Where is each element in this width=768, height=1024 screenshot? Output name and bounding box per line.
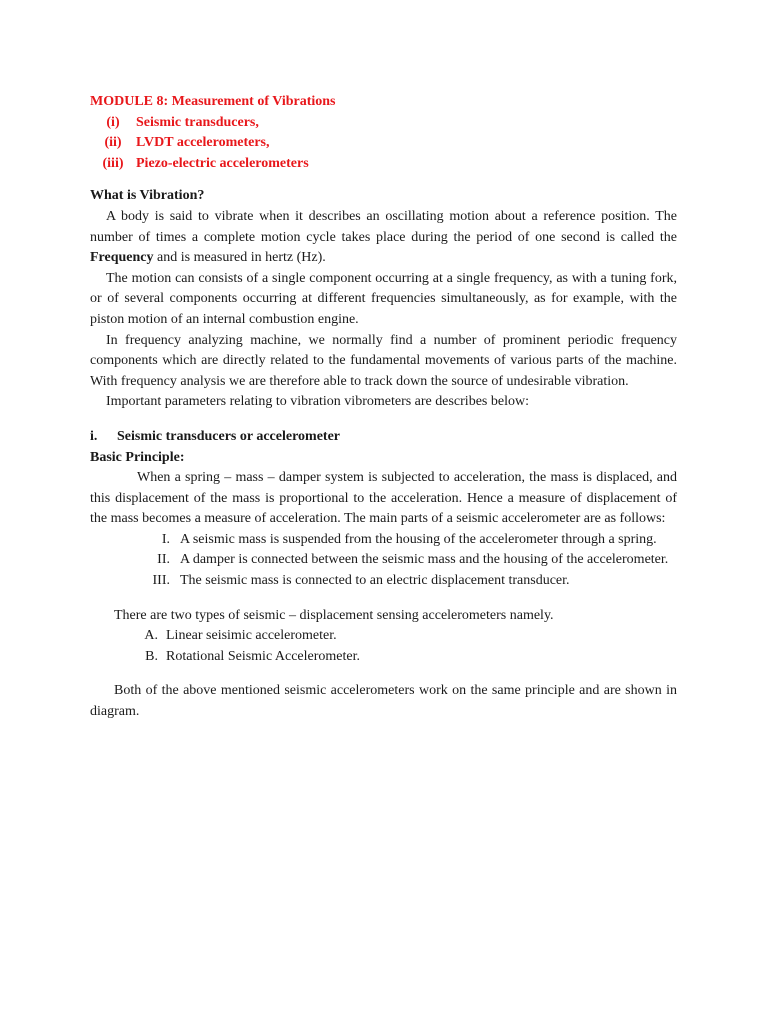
frequency-term: Frequency [90, 250, 154, 266]
list-item-number: III. [152, 573, 170, 589]
paragraph-text: and is measured in hertz (Hz). [153, 250, 326, 266]
module-topic-number: (iii) [102, 155, 124, 171]
paragraph-text: A body is said to vibrate when it describes an oscillating motion about a reference position. The number of times a complete motion cycle takes place during the period of one second is called the [90, 208, 677, 245]
list-item [90, 550, 677, 571]
spacer [90, 592, 677, 606]
module-topic-item [90, 113, 677, 134]
list-item-number: I. [161, 531, 170, 547]
list-item-text: Rotational Seismic Accelerometer. [166, 648, 360, 664]
accelerometer-parts-list [90, 530, 677, 592]
module-topic-number: (ii) [104, 135, 122, 151]
section-heading-seismic [90, 427, 677, 448]
page-content [90, 92, 677, 723]
list-item-number: A. [144, 628, 158, 644]
list-item-text: The seismic mass is connected to an electric displacement transducer. [180, 573, 570, 589]
accelerometer-types-list [90, 626, 677, 667]
paragraph-basic-principle: When a spring – mass – damper system is subjected to acceleration, the mass is displaced, and this displacement of the mass is proportional to the acceleration. Hence a measure of displacement of the mass becomes a measure of acceleration. The main parts of a seismic accelerometer are as follows: [90, 470, 677, 527]
list-item-text: A damper is connected between the seismic mass and the housing of the accelerometer. [180, 552, 669, 568]
section-heading-what-is-vibration: What is Vibration? [90, 188, 205, 204]
paragraph-vibration-definition [90, 207, 677, 269]
list-item [90, 571, 677, 592]
paragraph-motion-components: The motion can consists of a single component occurring at a single frequency, as with a tuning fork, or of several components occurring at different frequencies simultaneously, as for example, with the piston motion of an internal combustion engine. [90, 270, 677, 327]
section-title: Seismic transducers or accelerometer [117, 428, 341, 444]
module-topic-label: Piezo-electric accelerometers [136, 155, 309, 171]
module-topic-list [90, 113, 677, 175]
module-title: MODULE 8: Measurement of Vibrations [90, 94, 336, 109]
list-item [90, 626, 677, 647]
paragraph-types-intro: There are two types of seismic – displacement sensing accelerometers namely. [114, 607, 554, 623]
subheading-basic-principle: Basic Principle: [90, 449, 185, 465]
paragraph-parameters-intro: Important parameters relating to vibration vibrometers are describes below: [106, 394, 529, 410]
list-item-text: Linear seisimic accelerometer. [166, 628, 337, 644]
module-topic-item [90, 133, 677, 154]
paragraph-frequency-analysis: In frequency analyzing machine, we normally find a number of prominent periodic frequency components which are directly related to the fundamental movements of various parts of the machine. With frequency analysis we are therefore able to track down the source of undesirable vibration. [90, 332, 677, 389]
module-topic-label: LVDT accelerometers, [136, 135, 270, 151]
list-item-number: II. [157, 552, 170, 568]
module-topic-number: (i) [106, 114, 120, 130]
list-item [90, 647, 677, 668]
module-topic-label: Seismic transducers, [136, 114, 259, 130]
spacer [90, 667, 677, 681]
list-item [90, 530, 677, 551]
list-item-text: A seismic mass is suspended from the housing of the accelerometer through a spring. [180, 531, 657, 547]
list-item-number: B. [145, 648, 158, 664]
section-number: i. [90, 428, 98, 444]
module-topic-item [90, 154, 677, 175]
paragraph-closing: Both of the above mentioned seismic accelerometers work on the same principle and are shown in diagram. [90, 683, 677, 720]
